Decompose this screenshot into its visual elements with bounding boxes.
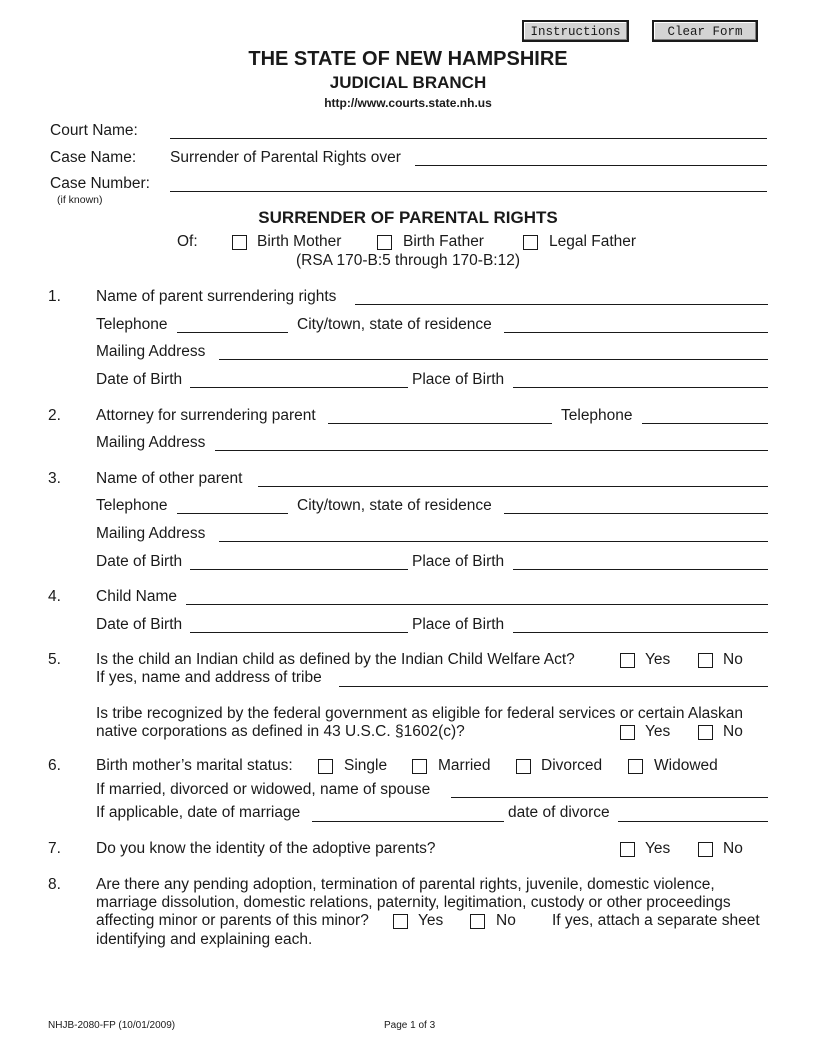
s3-city-label: City/town, state of residence: [297, 497, 492, 514]
adoptive-yes-label: Yes: [645, 840, 671, 857]
section-4-number: 4.: [48, 588, 61, 605]
child-name-field[interactable]: [186, 604, 768, 605]
case-number-label: Case Number:: [50, 175, 150, 192]
court-name-field[interactable]: [170, 138, 767, 139]
attorney-label: Attorney for surrendering parent: [96, 407, 316, 424]
s3-pob-label: Place of Birth: [412, 553, 505, 570]
s2-telephone-field[interactable]: [642, 423, 768, 424]
s3-mailing-field[interactable]: [219, 541, 768, 542]
divorced-label: Divorced: [541, 757, 603, 774]
s3-city-field[interactable]: [504, 513, 768, 514]
pending-no-label: No: [496, 912, 516, 929]
s1-dob-field[interactable]: [190, 387, 408, 388]
instructions-button[interactable]: Instructions: [522, 20, 629, 42]
court-name-label: Court Name:: [50, 122, 138, 139]
adoptive-no-label: No: [723, 840, 743, 857]
adoptive-no-checkbox[interactable]: [698, 842, 713, 857]
divorce-date-field[interactable]: [618, 821, 768, 822]
single-label: Single: [344, 757, 388, 774]
s4-pob-label: Place of Birth: [412, 616, 505, 633]
indian-child-no-checkbox[interactable]: [698, 653, 713, 668]
adoptive-yes-checkbox[interactable]: [620, 842, 635, 857]
form-id: NHJB-2080-FP (10/01/2009): [48, 1020, 176, 1031]
s4-dob-label: Date of Birth: [96, 616, 183, 633]
single-checkbox[interactable]: [318, 759, 333, 774]
if-known-note: (if known): [57, 194, 103, 206]
tribe-field[interactable]: [339, 686, 768, 687]
divorced-checkbox[interactable]: [516, 759, 531, 774]
marriage-date-field[interactable]: [312, 821, 504, 822]
widowed-checkbox[interactable]: [628, 759, 643, 774]
pending-no-checkbox[interactable]: [470, 914, 485, 929]
other-parent-name-label: Name of other parent: [96, 470, 243, 487]
s1-pob-label: Place of Birth: [412, 371, 505, 388]
tribe-question-line2: native corporations as defined in 43 U.S.C. §1602(c)?: [96, 723, 465, 740]
birth-father-label: Birth Father: [403, 233, 484, 250]
s4-dob-field[interactable]: [190, 632, 408, 633]
adoptive-parents-question: Do you know the identity of the adoptive parents?: [96, 840, 436, 857]
indian-child-question: Is the child an Indian child as defined by the Indian Child Welfare Act?: [96, 651, 575, 668]
state-heading: THE STATE OF NEW HAMPSHIRE: [248, 48, 568, 70]
surrendering-parent-name-field[interactable]: [355, 304, 768, 305]
of-label: Of:: [177, 233, 198, 250]
case-number-field[interactable]: [170, 191, 767, 192]
s1-telephone-field[interactable]: [177, 332, 288, 333]
attach-sheet-note: If yes, attach a separate sheet: [552, 912, 760, 929]
divorce-date-label: date of divorce: [508, 804, 610, 821]
page-number: Page 1 of 3: [384, 1020, 436, 1031]
indian-child-no-label: No: [723, 651, 743, 668]
pending-question-line4: identifying and explaining each.: [96, 931, 313, 948]
pending-question-line1: Are there any pending adoption, termination of parental rights, juvenile, domestic violence,: [96, 876, 715, 893]
attorney-field[interactable]: [328, 423, 552, 424]
tribe-recognized-no-checkbox[interactable]: [698, 725, 713, 740]
s1-dob-label: Date of Birth: [96, 371, 183, 388]
section-5-number: 5.: [48, 651, 61, 668]
legal-father-checkbox[interactable]: [523, 235, 538, 250]
s1-telephone-label: Telephone: [96, 316, 168, 333]
widowed-label: Widowed: [654, 757, 718, 774]
s1-pob-field[interactable]: [513, 387, 768, 388]
married-label: Married: [438, 757, 491, 774]
pending-yes-checkbox[interactable]: [393, 914, 408, 929]
married-checkbox[interactable]: [412, 759, 427, 774]
marital-status-label: Birth mother’s marital status:: [96, 757, 293, 774]
legal-father-label: Legal Father: [549, 233, 637, 250]
s3-dob-label: Date of Birth: [96, 553, 183, 570]
tribe-question-line1: Is tribe recognized by the federal government as eligible for federal services or certain Alaskan: [96, 705, 744, 722]
pending-question-line3: affecting minor or parents of this minor?: [96, 912, 369, 929]
clear-form-button[interactable]: Clear Form: [652, 20, 758, 42]
court-url: http://www.courts.state.nh.us: [324, 96, 492, 110]
s3-telephone-field[interactable]: [177, 513, 288, 514]
s1-mailing-label: Mailing Address: [96, 343, 206, 360]
case-name-field[interactable]: [415, 165, 767, 166]
case-name-prefix: Surrender of Parental Rights over: [170, 149, 401, 166]
case-name-label: Case Name:: [50, 149, 137, 166]
section-8-number: 8.: [48, 876, 61, 893]
indian-child-yes-checkbox[interactable]: [620, 653, 635, 668]
section-3-number: 3.: [48, 470, 61, 487]
pending-yes-label: Yes: [418, 912, 444, 929]
s2-mailing-label: Mailing Address: [96, 434, 206, 451]
s1-mailing-field[interactable]: [219, 359, 768, 360]
pending-question-line2: marriage dissolution, domestic relations, paternity, legitimation, custody or other proceedings: [96, 894, 731, 911]
indian-child-yes-label: Yes: [645, 651, 671, 668]
tribe-recognized-no-label: No: [723, 723, 743, 740]
rsa-citation: (RSA 170-B:5 through 170-B:12): [295, 252, 521, 269]
spouse-field[interactable]: [451, 797, 768, 798]
s3-pob-field[interactable]: [513, 569, 768, 570]
spouse-label: If married, divorced or widowed, name of spouse: [96, 781, 431, 798]
section-6-number: 6.: [48, 757, 61, 774]
section-1-number: 1.: [48, 288, 61, 305]
surrendering-parent-name-label: Name of parent surrendering rights: [96, 288, 337, 305]
section-7-number: 7.: [48, 840, 61, 857]
tribe-label: If yes, name and address of tribe: [96, 669, 322, 686]
s3-mailing-label: Mailing Address: [96, 525, 206, 542]
s4-pob-field[interactable]: [513, 632, 768, 633]
s1-city-label: City/town, state of residence: [297, 316, 492, 333]
other-parent-name-field[interactable]: [258, 486, 768, 487]
form-title: SURRENDER OF PARENTAL RIGHTS: [258, 208, 558, 227]
birth-mother-checkbox[interactable]: [232, 235, 247, 250]
child-name-label: Child Name: [96, 588, 177, 605]
s2-telephone-label: Telephone: [561, 407, 633, 424]
s3-dob-field[interactable]: [190, 569, 408, 570]
tribe-recognized-yes-checkbox[interactable]: [620, 725, 635, 740]
branch-heading: JUDICIAL BRANCH: [329, 73, 487, 92]
birth-mother-label: Birth Mother: [257, 233, 342, 250]
s2-mailing-field[interactable]: [215, 450, 768, 451]
s1-city-field[interactable]: [504, 332, 768, 333]
birth-father-checkbox[interactable]: [377, 235, 392, 250]
s3-telephone-label: Telephone: [96, 497, 168, 514]
tribe-recognized-yes-label: Yes: [645, 723, 671, 740]
marriage-date-label: If applicable, date of marriage: [96, 804, 301, 821]
section-2-number: 2.: [48, 407, 61, 424]
